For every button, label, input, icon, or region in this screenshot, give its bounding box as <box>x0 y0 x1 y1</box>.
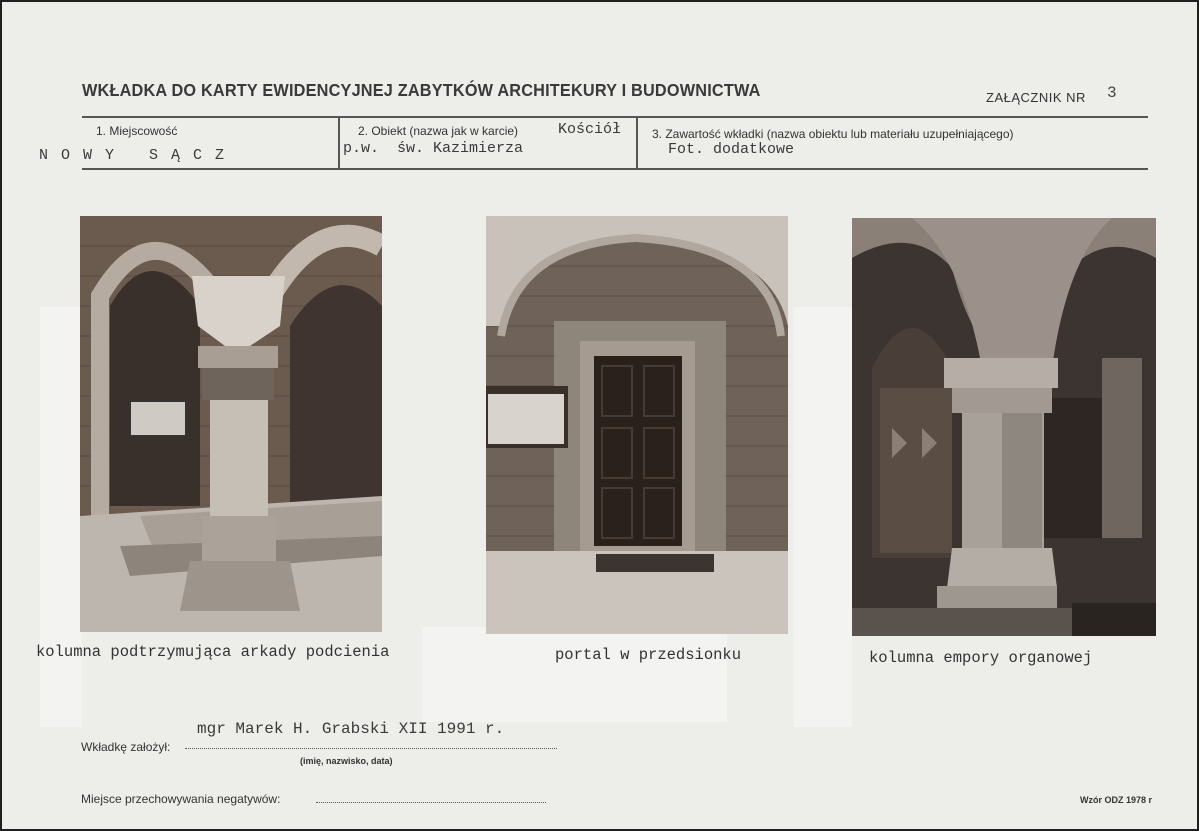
place-label: 1. Miejscowość <box>96 124 178 138</box>
ghost-mark-middle <box>422 627 727 722</box>
photo-organ-loft-column <box>852 218 1156 636</box>
annex-label: ZAŁĄCZNIK NR <box>986 90 1086 105</box>
table-divider-1 <box>338 116 340 170</box>
table-top-line <box>82 116 1148 118</box>
table-divider-2 <box>636 116 638 170</box>
ghost-mark-left <box>40 307 82 727</box>
author-dotted-line <box>185 748 557 749</box>
photo-arcade-column <box>80 216 382 632</box>
content-label: 3. Zawartość wkładki (nazwa obiektu lub materiału uzupełniającego) <box>652 127 1014 141</box>
author-value: mgr Marek H. Grabski XII 1991 r. <box>197 720 505 738</box>
form-code: Wzór ODZ 1978 r <box>1080 795 1153 805</box>
caption-photo-2: portal w przedsionku <box>555 646 742 664</box>
object-value-1: Kościół <box>558 121 622 138</box>
caption-photo-3: kolumna empory organowej <box>869 649 1093 667</box>
photo-portal <box>486 216 788 634</box>
caption-photo-1: kolumna podtrzymująca arkady podcienia <box>36 643 390 661</box>
record-sheet <box>2 2 1197 829</box>
object-value-2: p.w. św. Kazimierza <box>343 140 524 157</box>
negatives-dotted-line <box>316 802 546 803</box>
object-label: 2. Obiekt (nazwa jak w karcie) <box>358 124 519 138</box>
author-hint: (imię, nazwisko, data) <box>300 756 393 766</box>
annex-number: 3 <box>1107 84 1117 102</box>
table-bottom-line <box>82 168 1148 170</box>
place-value: N O W Y S Ą C Z <box>39 147 227 164</box>
negatives-label: Miejsce przechowywania negatywów: <box>81 792 281 806</box>
content-value: Fot. dodatkowe <box>668 141 795 158</box>
ghost-mark-right <box>794 307 852 727</box>
author-label: Wkładkę założył: <box>81 740 171 754</box>
form-title: WKŁADKA DO KARTY EWIDENCYJNEJ ZABYTKÓW ARCHITEKURY I BUDOWNICTWA <box>82 80 761 100</box>
